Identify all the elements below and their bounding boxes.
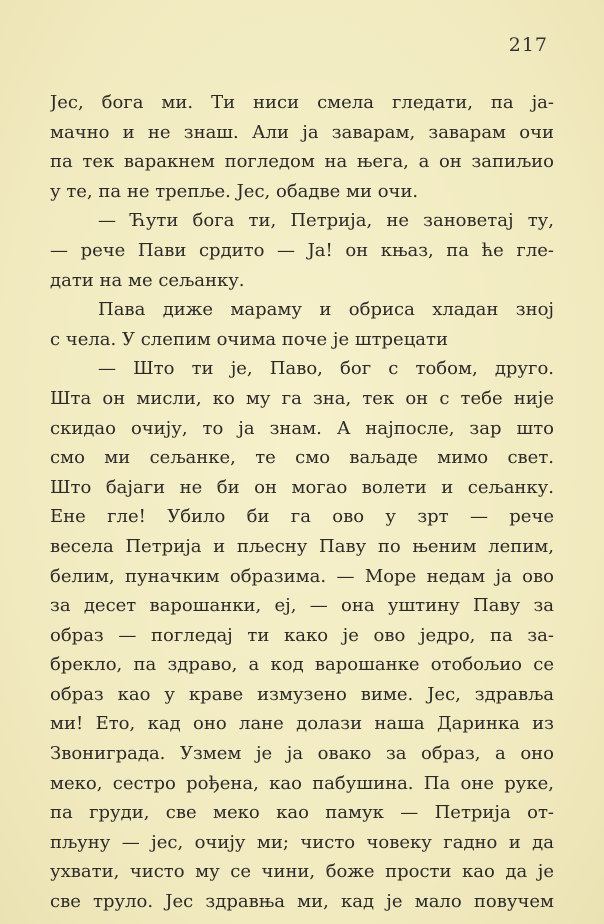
text-line: па тек варакнем погледом на њега, а он запиљио xyxy=(50,151,554,173)
text-line: Што бајаги не би он могао волети и сељанку. xyxy=(50,476,554,498)
text-line: дати на ме сељанку. xyxy=(50,269,245,291)
text-line: смо ми сељанке, те смо ваљаде мимо свет. xyxy=(50,447,554,469)
text-line: брекло, па здраво, а код варошанке отобољио се xyxy=(50,654,554,676)
text-line: с чела. У слепим очима поче је штрецати xyxy=(50,328,448,350)
text-line: — Ћути бога ти, Петрија, не зановетај ту, xyxy=(98,210,554,232)
body-text xyxy=(50,88,554,917)
text-line: — рече Пави срдито — Ја! он књаз, па ће гле- xyxy=(50,239,554,261)
page-number: 217 xyxy=(508,34,548,56)
text-line: — Што ти је, Паво, бог с тобом, друго. xyxy=(98,358,554,380)
text-line: Звониграда. Узмем је ја овако за образ, а оно xyxy=(50,743,554,765)
text-line: све труло. Јес здравња ми, кад је мало повучем xyxy=(50,891,554,913)
text-line: мачно и не знаш. Али ја заварам, заварам очи xyxy=(50,121,554,143)
text-line: Шта он мисли, ко му га зна, тек он с тебе није xyxy=(50,387,554,409)
text-line: ми! Ето, кад оно лане долази наша Даринка из xyxy=(50,713,554,735)
text-line: скидао очију, то ја знам. А најпосле, зар што xyxy=(50,417,554,439)
text-line: за десет варошанки, еј, — она уштину Паву за xyxy=(50,595,554,617)
text-line: у те, па не трепље. Јес, обадве ми очи. xyxy=(50,180,419,202)
text-line: белим, пуначким образима. — Море недам ја ово xyxy=(50,565,554,587)
text-line: Јес, бога ми. Ти ниси смела гледати, па ја- xyxy=(50,92,554,113)
text-line: образ као у краве измузено виме. Јес, здравља xyxy=(50,683,554,705)
text-line: Ене гле! Убило би га ово у зрт — рече xyxy=(50,506,554,528)
text-line: ухвати, чисто му се чини, боже прости као да је xyxy=(50,861,554,883)
text-line: па груди, све меко као памук — Петрија от- xyxy=(50,802,554,824)
text-line: образ — погледај ти како је ово једро, па за- xyxy=(50,624,554,646)
text-line: Пава диже мараму и обриса хладан зној xyxy=(98,299,554,321)
text-line: меко, сестро рођена, као пабушина. Па оне руке, xyxy=(50,772,554,794)
text-line: весела Петрија и пљесну Паву по њеним лепим, xyxy=(50,535,554,557)
text-line: пљуну — јес, очију ми; чисто човеку гадно и да xyxy=(50,831,554,853)
